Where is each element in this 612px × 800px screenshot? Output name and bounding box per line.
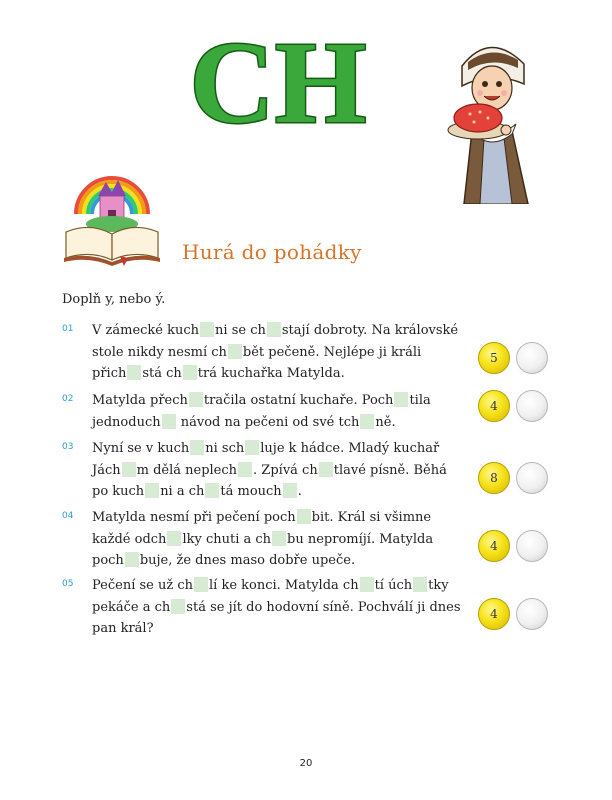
exercise-text <box>92 438 482 503</box>
score-coin: 4 <box>478 598 510 630</box>
blank-field[interactable] <box>171 599 185 614</box>
blank-field[interactable] <box>245 440 259 455</box>
text-segment: stole nikdy nesmí ch <box>92 344 227 360</box>
exercise-number: 01 <box>62 324 74 334</box>
text-segment: Matylda přech <box>92 393 188 408</box>
blank-field[interactable] <box>190 440 204 455</box>
text-segment: bit. Král si všimne <box>311 510 432 525</box>
answer-coin[interactable] <box>516 390 548 422</box>
ch-letters-graphic <box>188 26 368 136</box>
text-segment: ni sch <box>205 441 245 456</box>
text-segment: Matylda nesmí při pečení poch <box>92 510 296 525</box>
answer-coin[interactable] <box>516 598 548 630</box>
section-title: Hurá do pohádky <box>182 240 362 264</box>
text-segment: tlavé písně. Běhá <box>333 462 447 478</box>
text-segment: stají dobroty. Na královské <box>281 323 459 338</box>
cook-illustration <box>442 26 542 204</box>
answer-coin[interactable] <box>516 530 548 562</box>
text-segment: lí ke konci. Matylda ch <box>209 578 359 593</box>
text-segment: tky <box>428 578 449 593</box>
score-coin: 8 <box>478 462 510 494</box>
text-segment: m dělá neplech <box>136 462 238 478</box>
text-segment: stá ch <box>142 366 182 381</box>
text-segment: pekáče a ch <box>92 599 171 615</box>
blank-field[interactable] <box>127 365 141 380</box>
blank-field[interactable] <box>125 552 139 567</box>
title-letters: CH <box>189 26 367 136</box>
text-segment: . Zpívá ch <box>253 462 318 478</box>
text-segment: tá mouch <box>220 484 282 499</box>
blank-field[interactable] <box>238 462 252 477</box>
text-segment: jednoduch <box>92 414 161 430</box>
page-number: 20 <box>299 758 313 769</box>
text-segment: návod na pečeni od své tch <box>176 414 360 430</box>
blank-field[interactable] <box>394 392 408 407</box>
fairytale-book-illustration <box>62 166 162 266</box>
text-segment: stá se jít do hodovní síně. Pochválí ji dnes <box>186 599 461 615</box>
blank-field[interactable] <box>413 577 427 592</box>
exercise-text <box>92 507 482 572</box>
text-segment: ni se ch <box>215 323 266 338</box>
blank-field[interactable] <box>145 483 159 498</box>
blank-field[interactable] <box>194 577 208 592</box>
text-segment: po kuch <box>92 484 145 499</box>
score-coin: 4 <box>478 530 510 562</box>
text-segment: poch <box>92 553 124 568</box>
text-segment: ni a ch <box>160 484 205 499</box>
text-segment: luje k hádce. Mladý kuchař <box>260 441 440 456</box>
text-segment: přich <box>92 366 127 381</box>
text-segment: Pečení se už ch <box>92 578 193 593</box>
blank-field[interactable] <box>267 322 281 337</box>
score-coin: 4 <box>478 390 510 422</box>
answer-coin[interactable] <box>516 342 548 374</box>
text-segment: . <box>297 484 302 499</box>
text-segment: bět pečeně. Nejlépe ji králi <box>242 344 422 360</box>
text-segment: bu nepromíjí. Matylda <box>287 531 434 547</box>
blank-field[interactable] <box>167 531 181 546</box>
text-segment: V zámecké kuch <box>92 323 200 338</box>
text-segment: lky chuti a ch <box>182 531 272 547</box>
blank-field[interactable] <box>319 462 333 477</box>
blank-field[interactable] <box>272 531 286 546</box>
exercise-text <box>92 390 482 433</box>
text-segment: Jách <box>92 462 121 478</box>
big-letter-title <box>188 26 368 136</box>
exercise-number: 05 <box>62 579 74 589</box>
blank-field[interactable] <box>205 483 219 498</box>
exercise-text <box>92 320 482 385</box>
text-segment: trá kuchařka Matylda. <box>197 366 345 381</box>
text-segment: ně. <box>375 414 396 430</box>
text-segment: pan král? <box>92 621 154 636</box>
exercise-text <box>92 575 482 640</box>
blank-field[interactable] <box>283 483 297 498</box>
score-coin: 5 <box>478 342 510 374</box>
text-segment: tračila ostatní kuchaře. Poch <box>203 393 394 408</box>
blank-field[interactable] <box>122 462 136 477</box>
text-segment: Nyní se v kuch <box>92 441 190 456</box>
text-segment: tí úch <box>374 578 413 593</box>
blank-field[interactable] <box>200 322 214 337</box>
exercise-number: 02 <box>62 394 74 404</box>
blank-field[interactable] <box>183 365 197 380</box>
exercise-number: 03 <box>62 442 74 452</box>
text-segment: každé odch <box>92 531 167 547</box>
blank-field[interactable] <box>189 392 203 407</box>
exercise-number: 04 <box>62 511 74 521</box>
blank-field[interactable] <box>162 414 176 429</box>
blank-field[interactable] <box>228 344 242 359</box>
text-segment: tila <box>409 393 431 408</box>
exercise-instruction: Doplň y, nebo ý. <box>62 292 166 307</box>
blank-field[interactable] <box>297 509 311 524</box>
answer-coin[interactable] <box>516 462 548 494</box>
text-segment: buje, že dnes maso dobře upeče. <box>139 553 356 568</box>
blank-field[interactable] <box>360 577 374 592</box>
blank-field[interactable] <box>360 414 374 429</box>
